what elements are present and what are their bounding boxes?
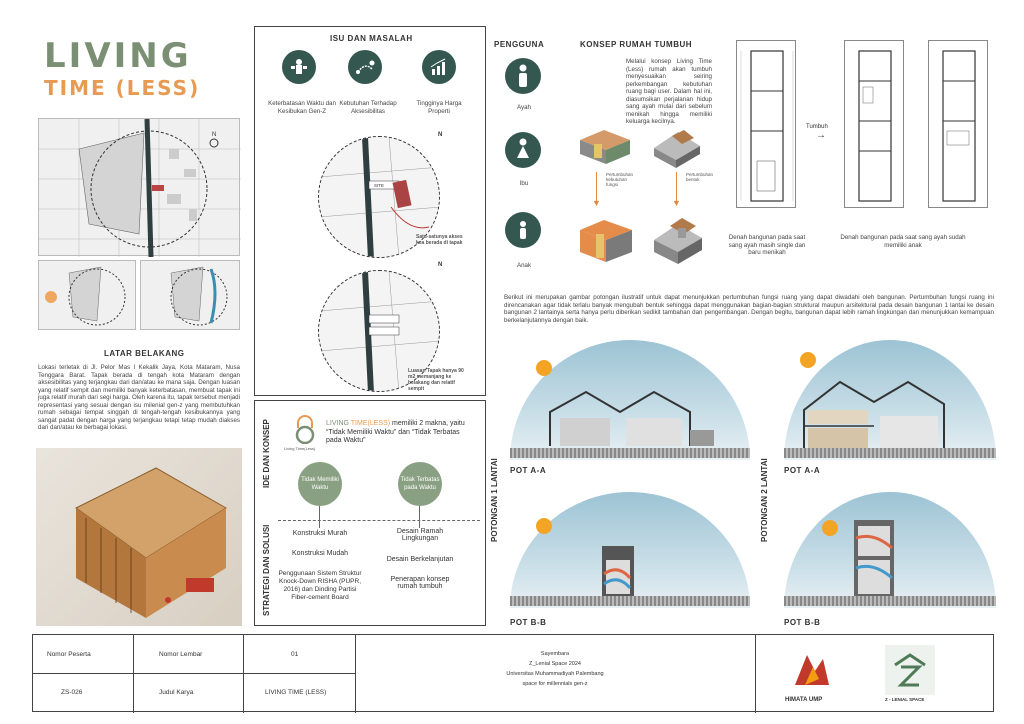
connector-2 (419, 506, 420, 528)
concept-circle-2: Tidak Terbatas pada Waktu (398, 462, 442, 506)
pot-label-2: POT A-A (784, 466, 821, 475)
mother-icon (505, 132, 541, 168)
title-block (32, 634, 994, 712)
ide-heading: IDE DAN KONSEP (262, 419, 271, 488)
floor-plan-1 (736, 40, 796, 208)
row-divider (33, 673, 355, 674)
ide-text (326, 420, 476, 446)
solution-right-3: Penerapan konsep rumah tumbuh (390, 576, 450, 590)
north-icon: N (438, 132, 443, 138)
value-nomor-peserta: ZS-026 (61, 689, 83, 696)
isu-heading: ISU DAN MASALAH (330, 34, 413, 43)
tumbuh-label: Tumbuh (806, 124, 828, 130)
house-model-1 (648, 126, 706, 170)
value-judul: LIVING TIME (LESS) (265, 689, 327, 696)
solution-left-3: Penggunaan Sistem Struktur Knock-Down RISHA (PUPR, 2016) dan Dinding Partisi Fiber-cement Board (278, 570, 362, 601)
user-anak: Anak (516, 262, 532, 269)
model-photo (36, 448, 242, 626)
solution-right-2: Desain Berkelanjutan (386, 556, 454, 563)
event-line-2: Z_Lenial Space 2024 (529, 661, 581, 667)
pot-label-1: POT A-A (510, 466, 547, 475)
father-icon (505, 58, 541, 94)
user-ibu: Ibu (519, 180, 529, 187)
pot-label-4: POT B-B (784, 618, 821, 627)
site-note-2: Luasan Tapak hanya 90 m2 memanjang ke belakang dan relatif sempit (408, 368, 464, 392)
site-map-large (38, 118, 240, 256)
house-model-2 (648, 214, 708, 266)
ground-4 (784, 596, 996, 606)
floor-plan-2a (844, 40, 904, 208)
pot-label-3: POT B-B (510, 618, 547, 627)
sun-icon (536, 360, 552, 376)
col-divider-1 (133, 635, 134, 713)
isu-item-3: Tingginya Harga Properti (416, 100, 462, 115)
solution-left-1: Konstruksi Murah (292, 530, 348, 537)
site-note-1: Satu-satunya akses kea berada di tapak (416, 234, 463, 246)
child-icon (505, 212, 541, 248)
zlenial-logo-icon (885, 645, 935, 695)
title-line2: TIME (LESS) (44, 76, 201, 100)
tumbuh-arrow-icon: → (816, 130, 826, 141)
sun-icon-2 (800, 352, 816, 368)
ide-text-timeless: TIME(LESS) (350, 420, 391, 427)
latar-body: Lokasi terletak di Jl. Pelor Mas I Kekalik Jaya, Kota Mataram, Nusa Tenggara Barat. Tapak berada di tengah kota Mataram dengan aksesibilitas yang terjangkau dari dan/atau ke mana saja. Dengan luasan yang relatif sempit dan memiliki banyak keterbatasan, membuat tapak ini juga relatif murah dari segi harga. Oleh karena itu, tapak tersebut menjadi representasi yang sesuai dengan isu milenial gen-z yang membutuhkan rumah sebagai tempat singgah di tengah-tengah kesibukannya yang sangat padat dengan harga yang terjangkau tetapi tetap mudah diakses dari dan/atau ke berbagai lokasi. (38, 364, 240, 431)
massing-block-2 (574, 216, 636, 266)
logo-zlenial-text: Z - LENIAL SPACE (885, 697, 925, 702)
logo-caption: Living Time(Less) (284, 446, 316, 451)
arrow-label-2: Pertumbuhan bentuk (686, 172, 714, 182)
route-icon (348, 50, 382, 84)
label-nomor-peserta: Nomor Peserta (47, 651, 91, 658)
massing-block-1 (574, 124, 634, 168)
concept-circle-1: Tidak Memiliki Waktu (298, 462, 342, 506)
north-icon-2: N (438, 262, 443, 268)
title-line1: LIVING (44, 36, 192, 76)
divider (278, 520, 480, 521)
section-a-1-building (540, 386, 716, 448)
event-line-3: Universitas Muhammadiyah Palembang (506, 671, 604, 677)
event-line-1: Sayembara (540, 651, 570, 657)
site-map-drawing (39, 119, 241, 257)
arrow-head-2: ▼ (672, 198, 681, 208)
isu-item-1: Keterbatasan Waktu dan Kesibukan Gen-Z (268, 100, 336, 115)
latar-heading: LATAR BELAKANG (104, 349, 185, 358)
denah-caption-2: Denah bangunan pada saat sang ayah sudah memiliki anak (840, 234, 966, 249)
arrow-label-1: Pertumbuhan kebutuhan fungsi (606, 172, 634, 187)
site-label-1: SITE (374, 183, 385, 188)
event-line-4: space for millennials gen-z (522, 681, 588, 687)
label-judul: Judul Karya (159, 689, 194, 696)
ide-text-meaning: memiliki 2 makna, yaitu “Tidak Memiliki Waktu” dan “Tidak Terbatas pada Waktu” (326, 420, 465, 444)
site-map-sun (38, 260, 136, 330)
solution-right-1: Desain Ramah Lingkungan (396, 528, 444, 542)
busy-person-icon (282, 50, 316, 84)
col-divider-4 (755, 635, 756, 713)
connector-1 (319, 506, 320, 528)
ground-3 (510, 596, 750, 606)
section-a-2-building (794, 370, 954, 448)
logo-himata-text: HIMATA UMP (785, 697, 823, 703)
potongan-1-heading: POTONGAN 1 LANTAI (490, 458, 499, 542)
col-divider-2 (243, 635, 244, 713)
floor-plan-2b (928, 40, 988, 208)
potongan-2-heading: POTONGAN 2 LANTAI (760, 458, 769, 542)
svg-text:N: N (212, 132, 217, 138)
label-nomor-lembar: Nomor Lembar (159, 651, 203, 658)
value-nomor-lembar: 01 (291, 651, 299, 658)
arrow-head-1: ▼ (592, 198, 601, 208)
rising-price-icon (422, 50, 456, 84)
denah-caption-1: Denah bangunan pada saat sang ayah masih single dan baru menikah (728, 234, 806, 256)
site-map-wind (140, 260, 240, 330)
section-b-1-building (600, 544, 636, 596)
konsep-heading: KONSEP RUMAH TUMBUH (580, 40, 693, 49)
pengguna-heading: PENGGUNA (494, 40, 545, 49)
strategi-heading: STRATEGI DAN SOLUSI (262, 524, 271, 616)
konsep-body: Melalui konsep Living Time (Less) rumah akan tumbuh menyesuaikan seiring perkembangan kebutuhan ruang bagi user. Dalam hal ini, diasumsikan perjalanan hidup sang ayah mulai dari sebelum menikah hingga memiliki keluarga kecilnya. (626, 58, 712, 125)
solution-left-2: Konstruksi Mudah (291, 550, 349, 557)
ide-text-living: LIVING (326, 420, 349, 427)
section-b-2-building (852, 518, 896, 596)
ground-2 (784, 448, 996, 458)
potongan-intro: Berikut ini merupakan gambar potongan ilustratif untuk dapat menunjukkan pertumbuhan fungsi ruang yang dapat diwadahi oleh bangunan. Pertumbuhan fungsi ruang ini direncanakan agar tidak terlalu banyak mengubah bentuk sehingga dapat menggunakan bagian-bagian struktural maupun arsitektural pada desain bangunan 1 lantai ke desain bangunan 2 lantainya serta hanya perlu diberikan sedikit tambahan dan pengembangan. Dengan begitu, bangunan dapat lebih ramah lingkungan dan menunjukkan kemampuan berkelanjutannya dengan baik. (504, 294, 994, 324)
ground-1 (510, 448, 750, 458)
user-ayah: Ayah (517, 104, 531, 111)
sun-icon-3 (536, 518, 552, 534)
sun-icon-4 (822, 520, 838, 536)
himata-logo-icon (785, 649, 835, 693)
concept-logo-icon (292, 414, 318, 444)
isu-item-2: Kebutuhan Terhadap Aksesibilitas (339, 100, 397, 115)
